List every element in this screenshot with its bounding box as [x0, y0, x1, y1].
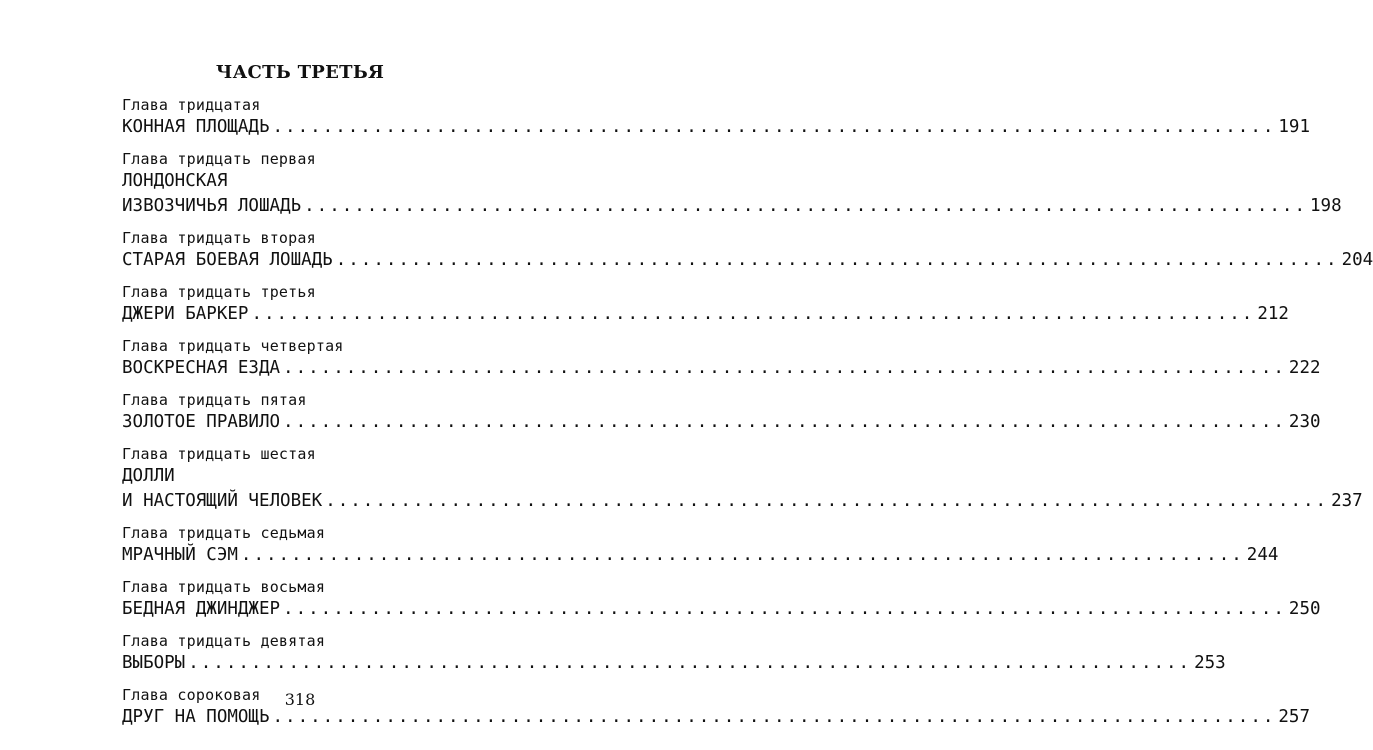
toc-entry	[122, 523, 1279, 568]
chapter-page-number: 237	[1331, 491, 1363, 511]
chapter-page-number: 250	[1288, 599, 1321, 619]
toc-entry	[122, 390, 1321, 435]
dot-leader: ................................................................................	[325, 491, 1329, 511]
chapter-page-number: 212	[1257, 304, 1289, 324]
chapter-title: МРАЧНЫЙ СЭМ	[122, 545, 238, 565]
chapter-title: ВОСКРЕСНАЯ ЕЗДА	[122, 358, 281, 378]
chapter-title-row	[122, 489, 1363, 514]
chapter-title: ДРУГ НА ПОМОЩЬ	[122, 707, 270, 727]
chapter-label: Глава тридцать третья	[122, 283, 316, 301]
chapter-label: Глава тридцать четвертая	[122, 337, 344, 355]
table-of-contents	[122, 95, 1373, 739]
toc-entry	[122, 631, 1226, 676]
toc-entry	[122, 95, 1310, 140]
chapter-title: И НАСТОЯЩИЙ ЧЕЛОВЕК	[122, 491, 323, 511]
chapter-label: Глава тридцать первая	[122, 150, 316, 168]
toc-entry	[122, 149, 1342, 219]
chapter-title: СТАРАЯ БОЕВАЯ ЛОШАДЬ	[122, 250, 333, 270]
chapter-label: Глава тридцатая	[122, 96, 261, 114]
chapter-title: ДЖЕРИ БАРКЕР	[122, 304, 249, 324]
dot-leader: ................................................................................	[335, 250, 1339, 270]
chapter-page-number: 198	[1310, 196, 1342, 216]
chapter-title: БЕДНАЯ ДЖИНДЖЕР	[122, 599, 281, 619]
chapter-title: ВЫБОРЫ	[122, 653, 186, 673]
chapter-label: Глава сороковая	[122, 686, 261, 704]
chapter-label: Глава тридцать вторая	[122, 229, 316, 247]
part-title: ЧАСТЬ ТРЕТЬЯ	[215, 62, 385, 83]
chapter-label: Глава тридцать девятая	[122, 632, 326, 650]
chapter-title-row	[122, 543, 1279, 568]
chapter-page-number: 222	[1288, 358, 1321, 378]
chapter-title-row	[122, 356, 1321, 381]
chapter-title-line: ДОЛЛИ	[122, 466, 175, 486]
toc-entry	[122, 444, 1363, 514]
toc-entry	[122, 282, 1289, 327]
chapter-title-row	[122, 115, 1310, 140]
chapter-title: КОННАЯ ПЛОЩАДЬ	[122, 117, 270, 137]
dot-leader: ................................................................................	[304, 196, 1307, 216]
chapter-title-row	[122, 302, 1289, 327]
dot-leader: ................................................................................	[272, 117, 1276, 137]
toc-entry	[122, 336, 1321, 381]
dot-leader: ................................................................................	[283, 358, 1286, 378]
dot-leader: ................................................................................	[283, 412, 1286, 432]
dot-leader: ................................................................................	[188, 653, 1192, 673]
dot-leader: ................................................................................	[251, 304, 1255, 324]
chapter-page-number: 253	[1194, 653, 1226, 673]
dot-leader: ................................................................................	[272, 707, 1276, 727]
chapter-title-row	[122, 194, 1342, 219]
chapter-title-line: ЛОНДОНСКАЯ	[122, 171, 228, 191]
chapter-label: Глава тридцать пятая	[122, 391, 307, 409]
chapter-page-number: 204	[1341, 250, 1373, 270]
chapter-label: Глава тридцать восьмая	[122, 578, 326, 596]
chapter-title-row	[122, 248, 1373, 273]
chapter-title-row	[122, 651, 1226, 676]
chapter-page-number: 191	[1278, 117, 1310, 137]
chapter-title-row	[122, 597, 1321, 622]
chapter-title: ИЗВОЗЧИЧЬЯ ЛОШАДЬ	[122, 196, 302, 216]
chapter-label: Глава тридцать шестая	[122, 445, 316, 463]
chapter-title: ЗОЛОТОЕ ПРАВИЛО	[122, 412, 281, 432]
toc-entry	[122, 577, 1321, 622]
page-number: 318	[284, 690, 316, 709]
toc-entry	[122, 228, 1373, 273]
chapter-title-row	[122, 410, 1321, 435]
chapter-page-number: 257	[1278, 707, 1310, 727]
chapter-page-number: 230	[1288, 412, 1321, 432]
dot-leader: ................................................................................	[240, 545, 1244, 565]
chapter-label: Глава тридцать седьмая	[122, 524, 326, 542]
chapter-page-number: 244	[1246, 545, 1279, 565]
dot-leader: ................................................................................	[283, 599, 1286, 619]
